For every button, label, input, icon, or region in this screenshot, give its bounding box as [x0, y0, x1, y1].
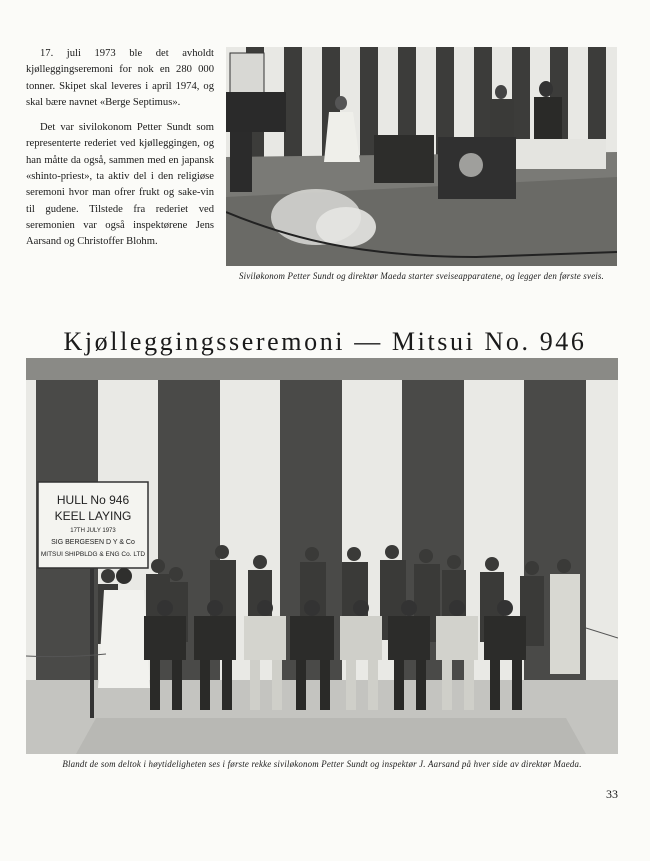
intro-paragraph: 17. juli 1973 ble det avholdt kjølleggingseremoni for nok en 280 000 tonner. Skipet skal leveres i april 1974, og skal bære navnet «Berge Septimus». — [26, 48, 214, 108]
sign-line: KEEL LAYING — [54, 509, 132, 523]
intro-paragraph: Det var sivilokonom Petter Sundt som representerte rederiet ved kjølleggingen, og han måtte da også, sammen med en japansk «shinto-priest», ta aktiv del i den religiøse seremoni hvor man ofrer frukt og sake-vin til gudene. Tilstede fra rederiet ved seremonien var også inspektørene Jens Aarsand og Christoffer Blohm. — [26, 122, 214, 248]
sign-line: HULL No 946 — [56, 493, 130, 507]
page-number: 33 — [606, 787, 618, 801]
top-photo-caption: Siviløkonom Petter Sundt og direktør Maeda starter sveiseapparatene, og legger den første sveis. — [239, 271, 604, 281]
bottom-photo-caption: Blandt de som deltok i høytideligheten ses i første rekke siviløkonom Petter Sundt og inspektør J. Aarsand på hver side av direktør Maeda. — [62, 759, 582, 769]
sign-line: 17TH JULY 1973 — [70, 528, 116, 534]
page-title: Kjølleggingsseremoni — Mitsui No. 946 — [63, 327, 587, 357]
sign-line: SIG BERGESEN D Y & Co — [51, 539, 135, 546]
sign-line: MITSUI SHIPBLDG & ENG Co. LTD — [40, 551, 146, 558]
group-photo — [26, 358, 618, 754]
ceremony-welding-photo — [226, 47, 617, 266]
intro-text — [26, 46, 214, 260]
